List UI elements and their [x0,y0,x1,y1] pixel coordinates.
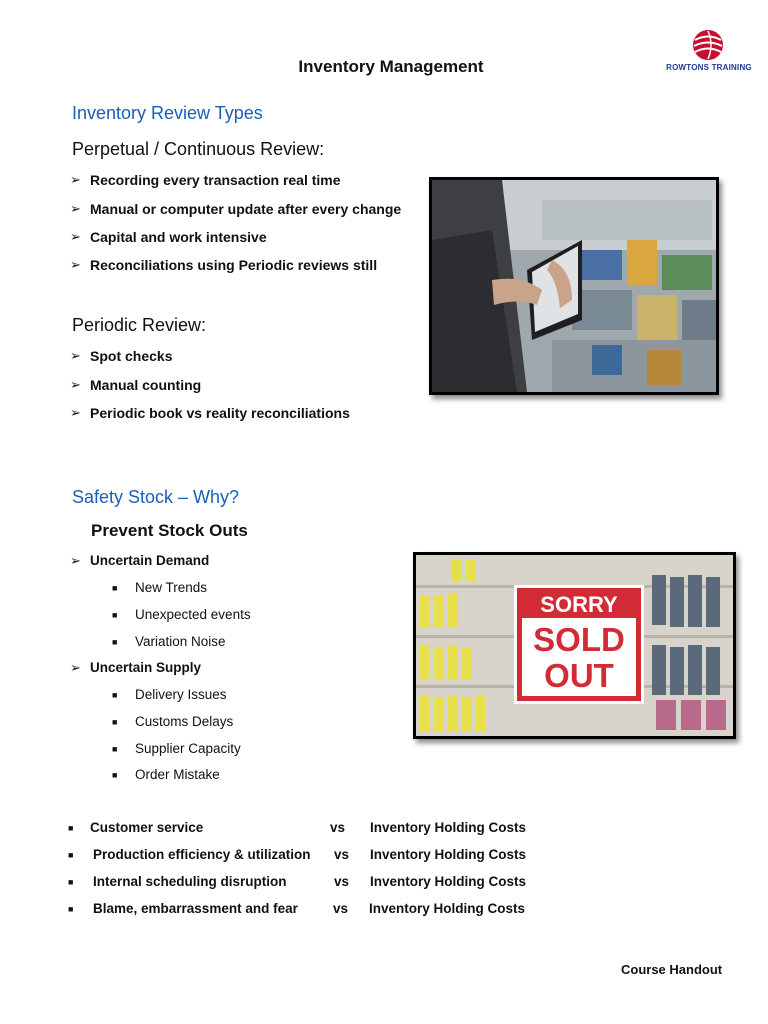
sold-out-photo [413,552,736,739]
square-bullet-icon: ■ [112,744,118,754]
arrow-bullet-icon: ➢ [70,172,81,187]
warehouse-tablet-photo [429,177,719,395]
prevent-stock-outs-heading: Prevent Stock Outs [91,521,248,540]
section-heading-review-types: Inventory Review Types [72,103,263,123]
tradeoff-row: ■ Blame, embarrassment and fear vs Inventory Holding Costs [68,899,538,919]
square-bullet-icon: ■ [112,770,118,780]
logo-globe-icon [664,28,754,64]
store-shelf-image [416,555,733,736]
square-bullet-icon: ■ [112,610,118,620]
tradeoff-row: ■ Customer service vs Inventory Holding Costs [68,818,538,838]
square-bullet-icon: ■ [112,690,118,700]
periodic-heading: Periodic Review: [72,315,207,335]
square-bullet-icon: ■ [68,877,74,887]
company-logo [664,28,754,76]
square-bullet-icon: ■ [68,823,74,833]
document-title: Inventory Management [298,57,484,76]
square-bullet-icon: ■ [68,850,74,860]
footer-course-handout: Course Handout [621,962,723,977]
arrow-bullet-icon: ➢ [70,257,81,272]
sign-line-out: OUT [544,657,614,694]
square-bullet-icon: ■ [112,637,118,647]
arrow-bullet-icon: ➢ [70,348,81,363]
perpetual-heading: Perpetual / Continuous Review: [72,139,325,159]
square-bullet-icon: ■ [112,717,118,727]
section-heading-safety-stock: Safety Stock – Why? [72,487,240,507]
arrow-bullet-icon: ➢ [70,201,81,216]
warehouse-scene-image [432,180,716,392]
sign-line-sold: SOLD [533,621,625,658]
square-bullet-icon: ■ [68,904,74,914]
arrow-bullet-icon: ➢ [70,553,81,568]
square-bullet-icon: ■ [112,583,118,593]
arrow-bullet-icon: ➢ [70,229,81,244]
tradeoff-row: ■ Internal scheduling disruption vs Inventory Holding Costs [68,872,538,892]
tradeoff-row: ■ Production efficiency & utilization vs Inventory Holding Costs [68,845,538,865]
logo-text: ROWTONS TRAINING [666,63,752,72]
sign-line-sorry: SORRY [540,592,618,617]
arrow-bullet-icon: ➢ [70,405,81,420]
arrow-bullet-icon: ➢ [70,377,81,392]
arrow-bullet-icon: ➢ [70,660,81,675]
